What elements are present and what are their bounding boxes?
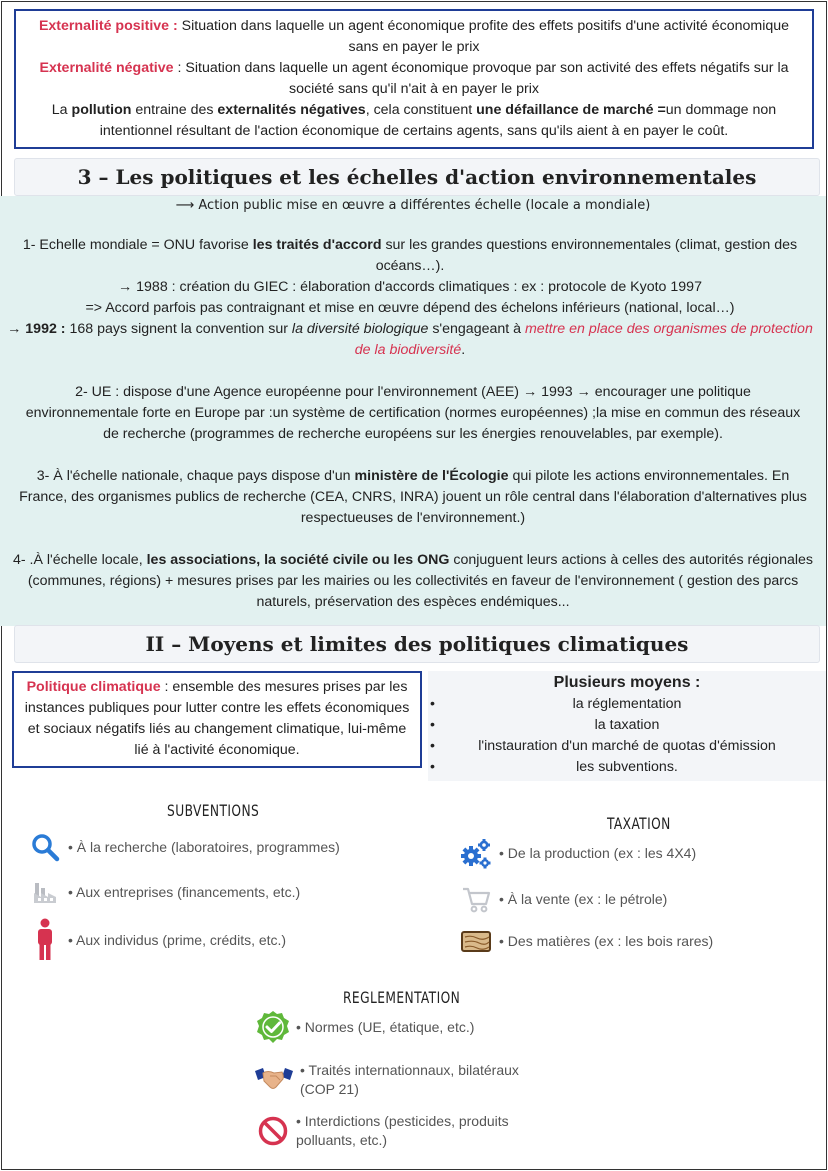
- taxation-title: TAXATION: [607, 814, 671, 833]
- wood-icon: [459, 924, 493, 958]
- subvention-item: [28, 830, 340, 864]
- moyens-item: • la réglementation: [428, 694, 826, 715]
- traites-line-2: (COP 21): [300, 1081, 359, 1097]
- taxation-text: • Des matières (ex : les bois rares): [499, 932, 714, 949]
- p3-a2: ministère de l'Écologie: [354, 468, 509, 484]
- defaillance-marche-bold: une défaillance de marché =: [476, 102, 666, 118]
- reglementation-text: • Normes (UE, étatique, etc.): [296, 1018, 475, 1035]
- p1-h: de la biodiversité: [354, 342, 462, 358]
- taxation-item: [459, 836, 696, 870]
- subvention-item: [28, 875, 300, 909]
- p3-b: France, des organismes publics de recherche (CEA, CNRS, INRA) jouent un rôle central dans l'élaboration d'alternatives plus: [19, 489, 807, 505]
- person-icon: [28, 918, 62, 962]
- pollution-text-3: , cela constituent: [365, 102, 473, 118]
- reglementation-item: [254, 1061, 519, 1099]
- moyens-panel: [428, 671, 826, 781]
- p1-h-end: .: [461, 342, 466, 358]
- traites-line-1: • Traités internationnaux, bilatéraux: [300, 1062, 519, 1078]
- moyens-item: • la taxation: [428, 715, 826, 736]
- section-3-title: 3 – Les politiques et les échelles d'action environnementales: [14, 158, 820, 196]
- taxation-text: • De la production (ex : les 4X4): [499, 844, 697, 861]
- subventions-title: SUBVENTIONS: [167, 801, 260, 820]
- cart-icon: [459, 882, 493, 916]
- interdictions-line-1: • Interdictions (pesticides, produits: [296, 1113, 509, 1129]
- p1-g2: 1992 :: [25, 321, 66, 337]
- p3-a1: 3- À l'échelle nationale, chaque pays dispose d'un: [36, 468, 351, 484]
- moyens-list: [428, 694, 826, 778]
- politique-climatique-box: [12, 671, 422, 768]
- p4-a2: les associations, la société civile ou les ONG: [146, 552, 450, 568]
- p1-g6: mettre en place des organismes de protection: [524, 321, 813, 337]
- p1-g3: 168 pays signent la convention sur: [69, 321, 288, 337]
- p4-a3: conjuguent leurs actions à celles des autorités régionales: [453, 552, 814, 568]
- p1-g5: s'engageant à: [432, 321, 522, 337]
- p4-a1: 4- .À l'échelle locale,: [12, 552, 143, 568]
- moyens-item: • les subventions.: [428, 757, 826, 778]
- p1-b: les traités d'accord: [252, 237, 382, 253]
- p4-b: (communes, régions) + mesures prises par les mairies ou les collectivités en faveur de l'environnement ( gestion des parcs: [27, 573, 799, 589]
- p4-c: naturels, préservation des espèces endémiques...: [256, 594, 570, 610]
- reglementation-item: [256, 1112, 509, 1150]
- paragraph-nationale: [0, 466, 826, 529]
- ext-neg-def: : Situation dans laquelle un agent économique provoque par son activité des effets négatifs sur la société sans qu'il n'ait à en payer le prix: [177, 60, 789, 97]
- ext-neg-term: Externalité négative: [39, 60, 174, 76]
- taxation-text: • À la vente (ex : le pétrole): [499, 890, 668, 907]
- externalites-definition-box: [14, 9, 814, 149]
- politique-climatique-term: Politique climatique: [26, 679, 161, 695]
- p1-g4: la diversité biologique: [291, 321, 429, 337]
- taxation-item: [459, 924, 713, 958]
- prohibited-icon: [256, 1114, 290, 1148]
- subvention-item: [28, 918, 286, 962]
- reglementation-item: [256, 1010, 474, 1044]
- pollution-text-4: un dommage non intentionnel résultant de l'action économique de certains agents, sans qu'ils aient à en payer le coût.: [99, 102, 777, 139]
- subvention-text: • À la recherche (laboratoires, programmes): [68, 838, 340, 855]
- p2-b: environnementale forte en Europe par :un système de certification (normes européennes) ;la mise en commun des réseaux: [25, 405, 801, 421]
- externalites-negatives-bold: externalités négatives: [217, 102, 366, 118]
- paragraph-mondiale: [0, 235, 826, 361]
- paragraph-ue: [0, 382, 826, 445]
- p1-g1: →: [7, 321, 22, 337]
- interdictions-line-2: polluants, etc.): [296, 1132, 388, 1148]
- factory-icon: [28, 875, 62, 909]
- pollution-text: La: [51, 102, 68, 118]
- reglementation-text: [296, 1112, 509, 1150]
- ext-pos-def: Situation dans laquelle un agent économique profite des effets positifs d'une activité économique sans en payer le prix: [181, 18, 790, 55]
- p1-e: → 1988 : création du GIEC : élaboration d'accords climatiques : ex : protocole de Kyoto 1997: [118, 279, 702, 295]
- reglementation-title: REGLEMENTATION: [343, 988, 461, 1007]
- p1-f: => Accord parfois pas contraignant et mise en œuvre dépend des échelons inférieurs (national, local…): [85, 300, 735, 316]
- politique-climatique-def: : ensemble des mesures prises par les instances publiques pour lutter contre les effets économiques et sociaux négatifs liés au changement climatique, lui-même lié à l'activité économique.: [24, 679, 410, 758]
- pollution-bold: pollution: [71, 102, 132, 118]
- p3-a3: qui pilote les actions environnementales. En: [512, 468, 790, 484]
- subvention-text: • Aux entreprises (financements, etc.): [68, 883, 301, 900]
- taxation-item: [459, 882, 667, 916]
- check-badge-icon: [256, 1010, 290, 1044]
- reglementation-text: [300, 1061, 519, 1099]
- ext-pos-term: Externalité positive :: [38, 18, 178, 34]
- p1-a: 1- Echelle mondiale = ONU favorise: [22, 237, 249, 253]
- p2-c: de recherche (programmes de recherche européens sur les énergies renouvelables, par exemple).: [103, 426, 723, 442]
- paragraph-locale: [0, 550, 826, 613]
- section-3-subtitle: ⟶ Action public mise en œuvre a différentes échelle (locale a mondiale): [175, 198, 651, 213]
- section-3-content: [0, 196, 826, 626]
- moyens-title: Plusieurs moyens :: [553, 674, 701, 691]
- pollution-text-2: entraine des: [135, 102, 214, 118]
- p3-c: respectueuses de l'environnement.): [300, 510, 526, 526]
- moyens-item: • l'instauration d'un marché de quotas d'émission: [428, 736, 826, 757]
- section-2-title: II – Moyens et limites des politiques climatiques: [14, 625, 820, 663]
- subvention-text: • Aux individus (prime, crédits, etc.): [68, 931, 287, 948]
- p1-c: sur les grandes questions environnementales (climat, gestion des: [385, 237, 798, 253]
- p1-d: océans…).: [375, 258, 445, 274]
- p2-a: 2- UE : dispose d'une Agence européenne pour l'environnement (AEE) → 1993 → encourager une politique: [75, 384, 751, 400]
- gears-icon: [459, 836, 493, 870]
- magnifier-icon: [28, 830, 62, 864]
- handshake-icon: [254, 1063, 294, 1097]
